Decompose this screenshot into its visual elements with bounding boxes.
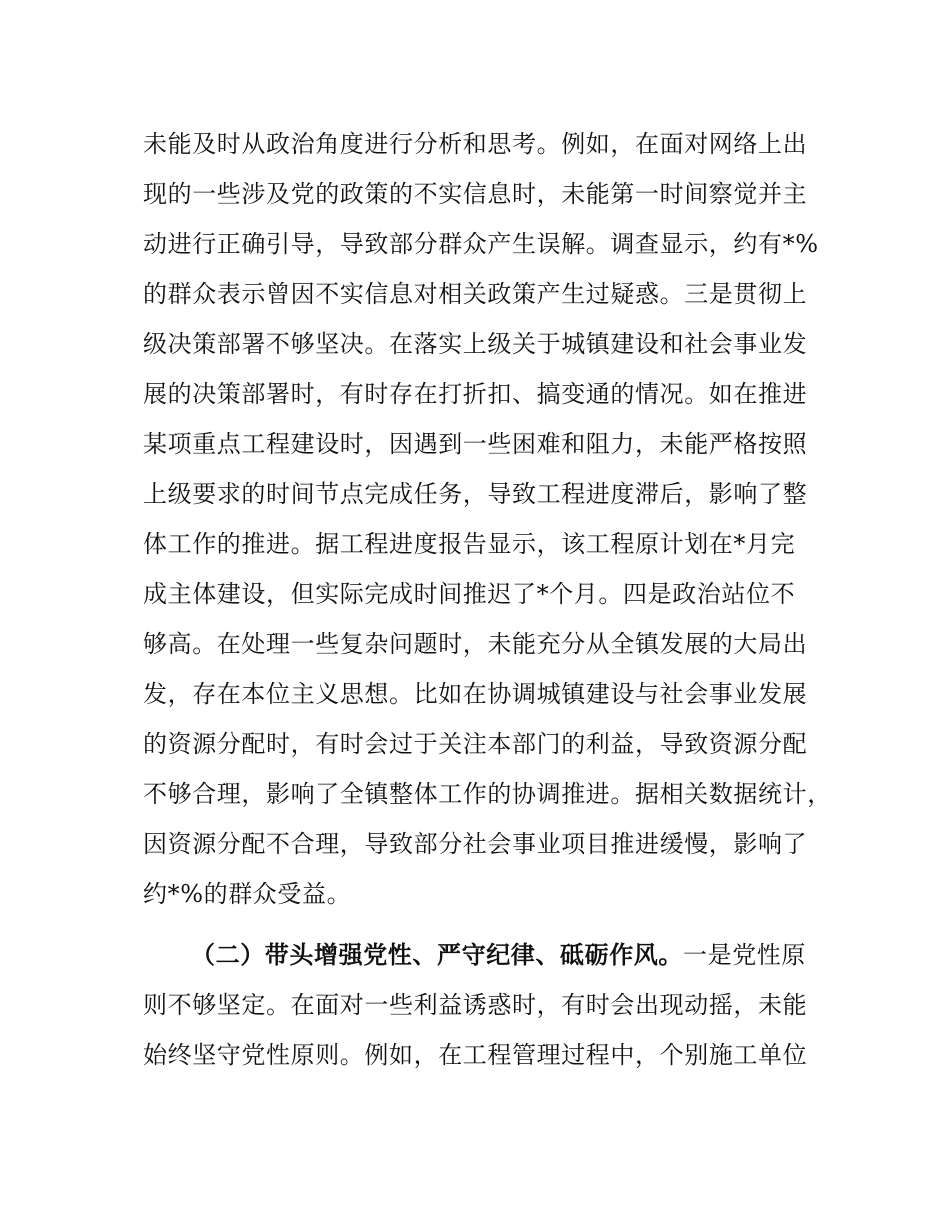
paragraph-line: 成主体建设，但实际完成时间推迟了*个月。四是政治站位不 <box>143 580 796 608</box>
paragraph-line: 不够合理，影响了全镇整体工作的协调推进。据相关数据统计， <box>143 780 832 808</box>
section-heading-rest: 一是党性原 <box>683 941 806 969</box>
section-heading: （二）带头增强党性、严守纪律、砥砺作风。 <box>191 941 683 969</box>
paragraph-line: 因资源分配不合理，导致部分社会事业项目推进缓慢，影响了 <box>143 830 808 858</box>
paragraph-line: 某项重点工程建设时，因遇到一些困难和阻力，未能严格按照 <box>143 430 808 458</box>
paragraph-line: 则不够坚定。在面对一些利益诱惑时，有时会出现动摇，未能 <box>143 991 808 1019</box>
paragraph-line: 的资源分配时，有时会过于关注本部门的利益，导致资源分配 <box>143 730 808 758</box>
paragraph-line: 体工作的推进。据工程进度报告显示，该工程原计划在*月完 <box>143 530 796 558</box>
paragraph-line: 级决策部署不够坚决。在落实上级关于城镇建设和社会事业发 <box>143 330 808 358</box>
paragraph-line: 动进行正确引导，导致部分群众产生误解。调查显示，约有*% <box>143 230 819 258</box>
paragraph-line: 发，存在本位主义思想。比如在协调城镇建设与社会事业发展 <box>143 680 808 708</box>
paragraph-line: 够高。在处理一些复杂问题时，未能充分从全镇发展的大局出 <box>143 630 808 658</box>
paragraph-line: 始终坚守党性原则。例如，在工程管理过程中，个别施工单位 <box>143 1041 808 1069</box>
paragraph-line: 的群众表示曾因不实信息对相关政策产生过疑惑。三是贯彻上 <box>143 280 808 308</box>
section-heading-line <box>191 940 843 970</box>
paragraph-line: 约*%的群众受益。 <box>143 880 352 908</box>
paragraph-line: 上级要求的时间节点完成任务，导致工程进度滞后，影响了整 <box>143 480 808 508</box>
paragraph-line: 展的决策部署时，有时存在打折扣、搞变通的情况。如在推进 <box>143 380 808 408</box>
paragraph-line: 现的一些涉及党的政策的不实信息时，未能第一时间察觉并主 <box>143 180 808 208</box>
paragraph-line: 未能及时从政治角度进行分析和思考。例如，在面对网络上出 <box>143 130 808 158</box>
